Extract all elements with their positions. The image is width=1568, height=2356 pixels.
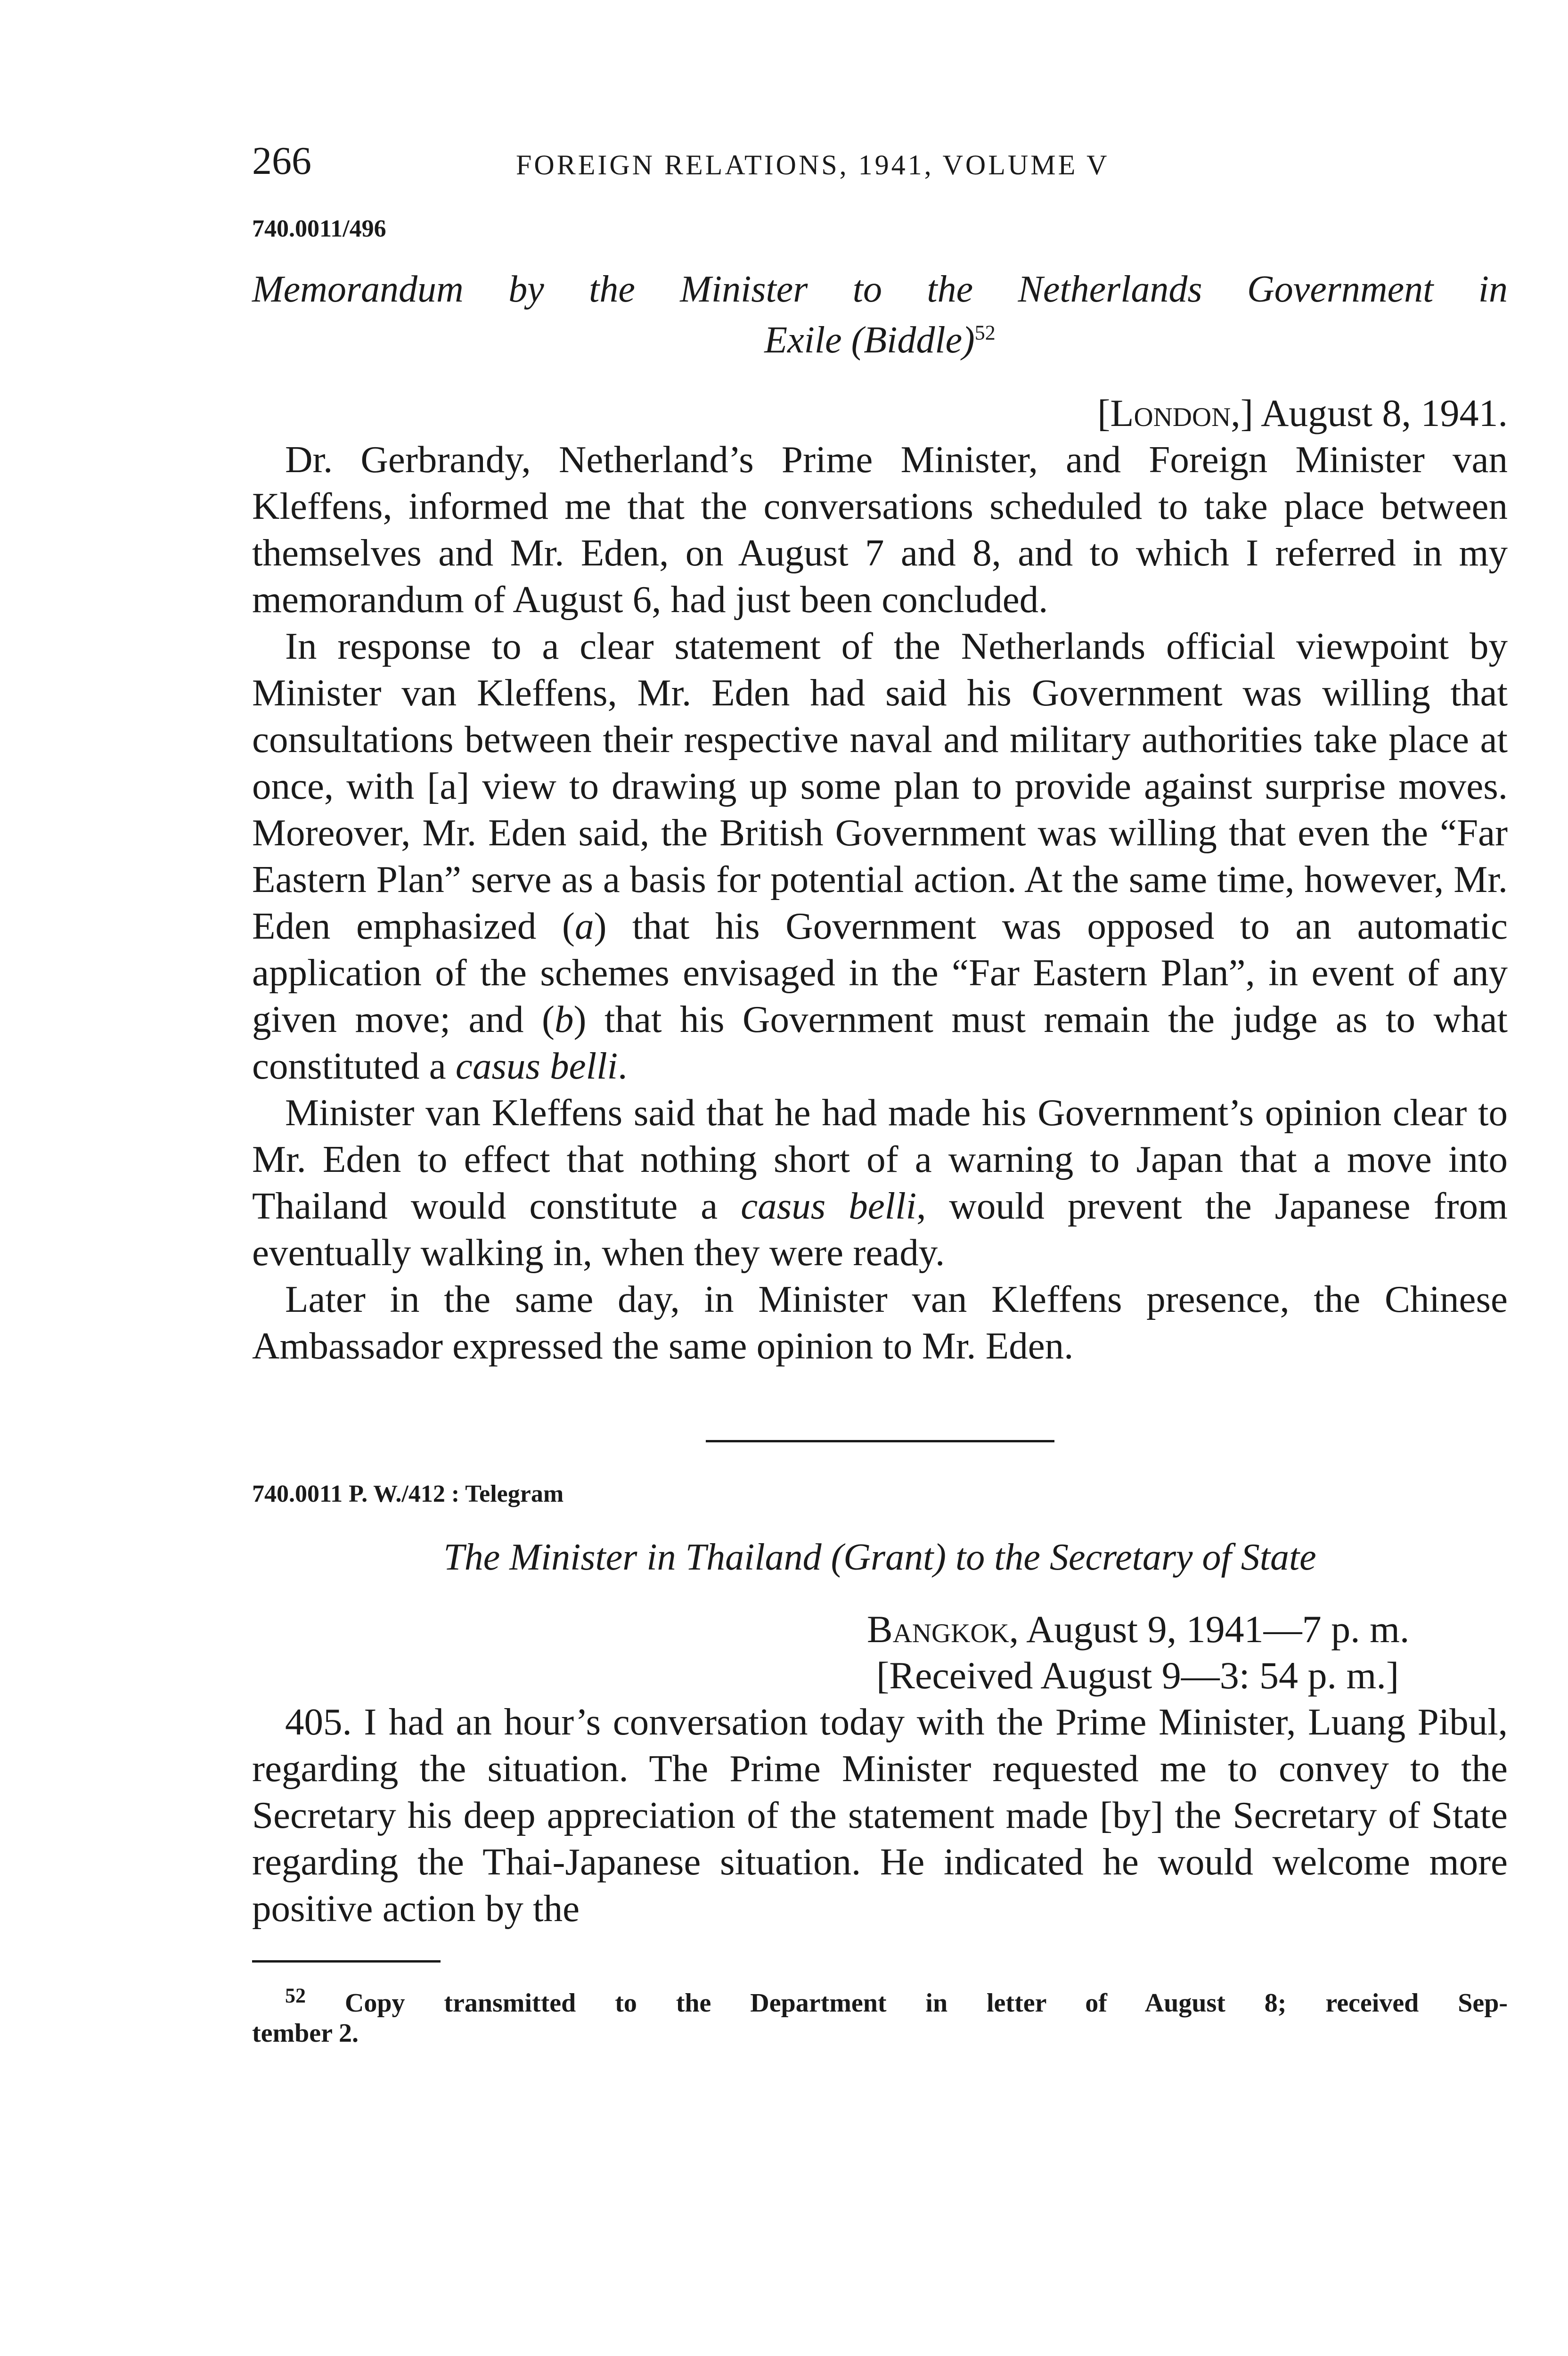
memorandum-paragraph: Minister van Kleffens said that he had made his Government’s opinion clear to Mr. Eden to effect that nothing short of a warning to Japan that a move into Thailand would constitute a casus belli, would prevent the Japanese from eventually walking in, when they were ready. <box>252 1091 1508 1274</box>
memorandum-title-line2-text: Exile (Biddle) <box>764 319 975 361</box>
dateline-place: [London,] <box>1097 392 1254 434</box>
footnote-text-line1: Copy transmitted to the Department in letter of August 8; received Sep- <box>344 1988 1508 2018</box>
memorandum-paragraph: Dr. Gerbrandy, Netherland’s Prime Minister, and Foreign Minister van Kleffens, informed me that the conversations scheduled to take place between themselves and Mr. Eden, on August 7 and 8, and to which I referred in my memorandum of August 6, had just been concluded. <box>252 438 1508 621</box>
footnote-rule <box>252 1960 441 1963</box>
running-head <box>252 141 1508 193</box>
page-number: 266 <box>252 139 311 183</box>
telegram-file-number: 740.0011 P. W./412 : Telegram <box>252 1481 564 1507</box>
telegram-dateline <box>867 1606 1508 1699</box>
memorandum-title-line2 <box>252 315 1508 366</box>
telegram-title: The Minister in Thailand (Grant) to the Secretary of State <box>443 1537 1316 1578</box>
footnote <box>252 1984 1508 2048</box>
footnote-marker: 52 <box>285 1984 306 2007</box>
memorandum-dateline <box>252 390 1508 436</box>
memorandum-title <box>252 264 1508 366</box>
memorandum-title-line1: Memorandum by the Minister to the Netherlands Government in <box>252 269 1508 310</box>
memorandum-body <box>252 436 1508 1369</box>
memorandum-paragraph: Later in the same day, in Minister van Kleffens presence, the Chinese Ambassador expressed the same opinion to Mr. Eden. <box>252 1278 1508 1367</box>
running-title: FOREIGN RELATIONS, 1941, VOLUME V <box>516 149 1110 180</box>
telegram-dateline-received: [Received August 9—3: 54 p. m.] <box>876 1654 1399 1697</box>
memorandum-paragraph: In response to a clear statement of the Netherlands official viewpoint by Minister van Kleffens, Mr. Eden had said his Government was willing that consultations between their respective naval and military authorities take place at once, with [a] view to drawing up some plan to provide against surprise moves. Moreover, Mr. Eden said, the British Government was willing that even the “Far Eastern Plan” serve as a basis for potential action. At the same time, however, Mr. Eden emphasized (a) that his Government was opposed to an automatic application of the schemes envisaged in the “Far Eastern Plan”, in event of any given move; and (b) that his Government must remain the judge as to what constituted a casus belli. <box>252 625 1508 1087</box>
footnote-ref: 52 <box>974 321 996 344</box>
document-page <box>252 141 1508 2048</box>
footnote-line2: tember 2. <box>252 2019 359 2048</box>
file-number: 740.0011/496 <box>252 215 386 242</box>
section-divider <box>706 1440 1054 1442</box>
telegram-dateline-sent: Bangkok, August 9, 1941—7 p. m. <box>867 1608 1410 1651</box>
footnote-line1 <box>252 1984 1508 2018</box>
dateline-date: August 8, 1941. <box>1261 392 1508 434</box>
telegram-body <box>252 1699 1508 1932</box>
telegram-paragraph: 405. I had an hour’s conversation today with the Prime Minister, Luang Pibul, regarding the situation. The Prime Minister requested me to convey to the Secretary his deep appreciation of the statement made [by] the Secretary of State regarding the Thai-Japanese situation. He indicated he would welcome more positive action by the <box>252 1701 1508 1930</box>
